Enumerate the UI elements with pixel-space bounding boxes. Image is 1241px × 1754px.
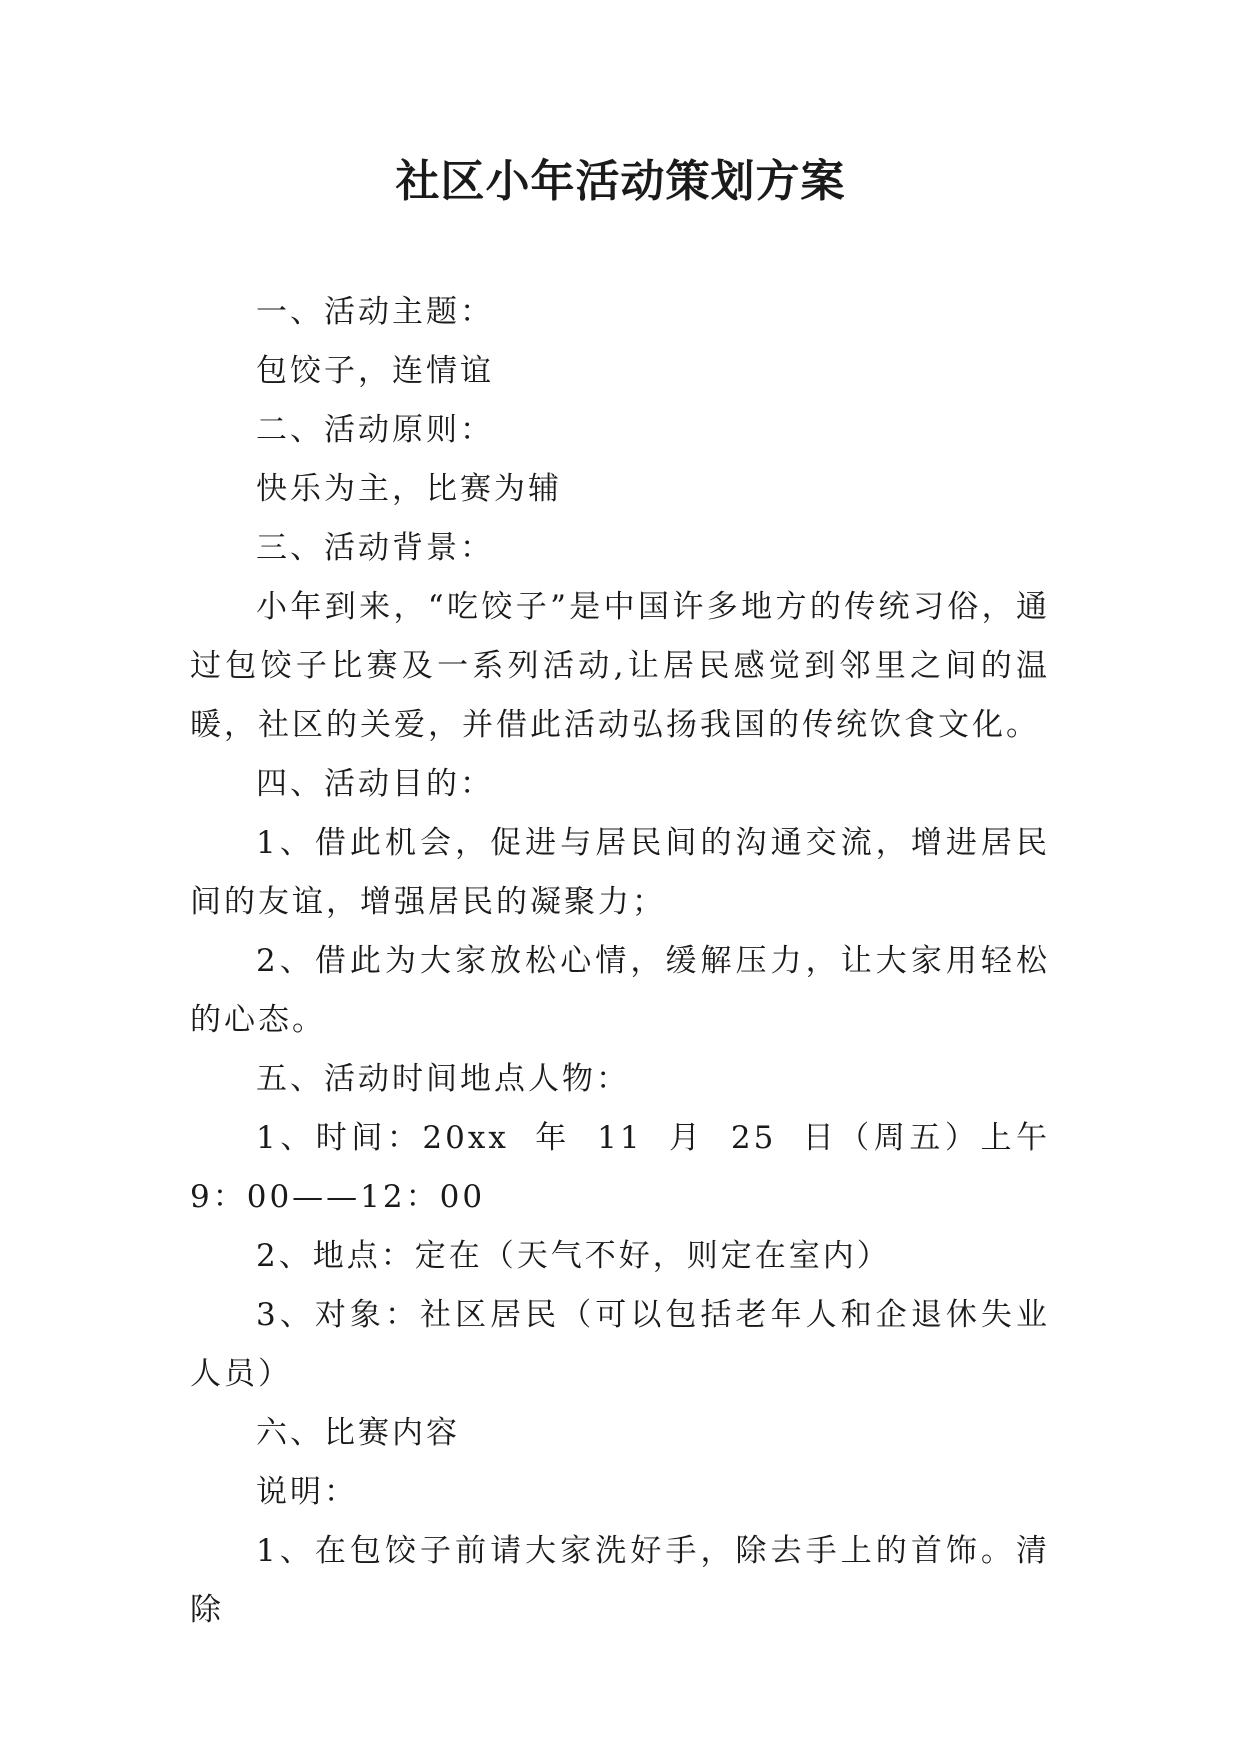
place-item: 2、地点：定在（天气不好，则定在室内）	[256, 1238, 891, 1274]
note-item-1: 1、在包饺子前请大家洗好手，除去手上的首饰。清除	[190, 1533, 1050, 1628]
audience-item: 3、对象：社区居民（可以包括老年人和企退休失业人员）	[190, 1297, 1050, 1392]
section-heading-background: 三、活动背景：	[256, 530, 494, 566]
purpose-item-1: 1、借此机会，促进与居民间的沟通交流，增进居民间的友谊，增强居民的凝聚力；	[190, 825, 1050, 920]
note-label: 说明：	[256, 1474, 358, 1510]
background-paragraph: 小年到来，“吃饺子”是中国许多地方的传统习俗，通过包饺子比赛及一系列活动,让居民感觉到邻里之间的温暖，社区的关爱，并借此活动弘扬我国的传统饮食文化。	[190, 589, 1050, 743]
document-title: 社区小年活动策划方案	[395, 156, 846, 207]
section-heading-purpose: 四、活动目的：	[256, 766, 494, 802]
section-heading-theme: 一、活动主题：	[256, 294, 494, 330]
principle-text: 快乐为主，比赛为辅	[256, 471, 562, 507]
theme-text: 包饺子，连情谊	[256, 353, 494, 389]
section-heading-time-place: 五、活动时间地点人物：	[256, 1061, 630, 1097]
section-heading-principle: 二、活动原则：	[256, 412, 494, 448]
time-item: 1、时间：20xx 年 11 月 25 日（周五）上午 9：00——12：00	[190, 1120, 1050, 1215]
purpose-item-2: 2、借此为大家放松心情，缓解压力，让大家用轻松的心态。	[190, 943, 1050, 1038]
document-body	[190, 283, 1050, 1640]
section-heading-contest: 六、比赛内容	[256, 1415, 460, 1451]
